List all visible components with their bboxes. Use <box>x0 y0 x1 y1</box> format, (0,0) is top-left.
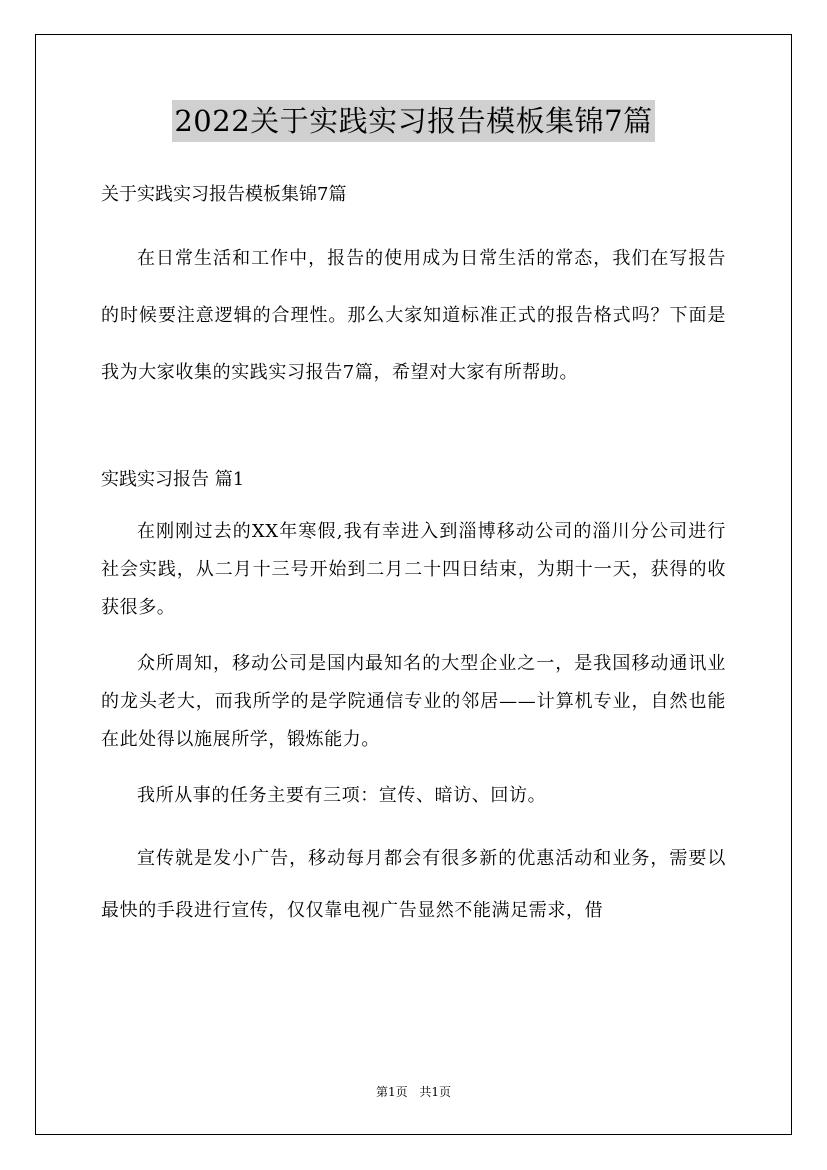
title-area <box>0 100 827 142</box>
document-title: 2022关于实践实习报告模板集锦7篇 <box>172 100 654 142</box>
body-paragraph: 我所从事的任务主要有三项：宣传、暗访、回访。 <box>137 785 547 806</box>
body-paragraph: 众所周知，移动公司是国内最知名的大型企业之一，是我国移动通讯业的龙头老大，而我所学的是学院通信专业的邻居——计算机专业，自然也能在此处得以施展所学，锻炼能力。 <box>101 653 726 750</box>
section-heading: 实践实习报告 篇1 <box>101 469 245 490</box>
page-footer <box>0 1083 827 1101</box>
document-subtitle: 关于实践实习报告模板集锦7篇 <box>101 184 347 205</box>
body-paragraph: 在刚刚过去的XX年寒假,我有幸进入到淄博移动公司的淄川分公司进行社会实践，从二月十三号开始到二月二十四日结束，为期十一天，获得的收获很多。 <box>101 521 726 618</box>
body-paragraph: 宣传就是发小广告，移动每月都会有很多新的优惠活动和业务，需要以最快的手段进行宣传，仅仅靠电视广告显然不能满足需求，借 <box>101 848 726 921</box>
page-number: 第1页 <box>375 1085 408 1099</box>
document-body <box>101 176 726 937</box>
intro-paragraph: 在日常生活和工作中，报告的使用成为日常生活的常态，我们在写报告的时候要注意逻辑的合理性。那么大家知道标准正式的报告格式吗？下面是我为大家收集的实践实习报告7篇，希望对大家有所帮助。 <box>101 248 726 383</box>
page-total: 共1页 <box>419 1085 452 1099</box>
